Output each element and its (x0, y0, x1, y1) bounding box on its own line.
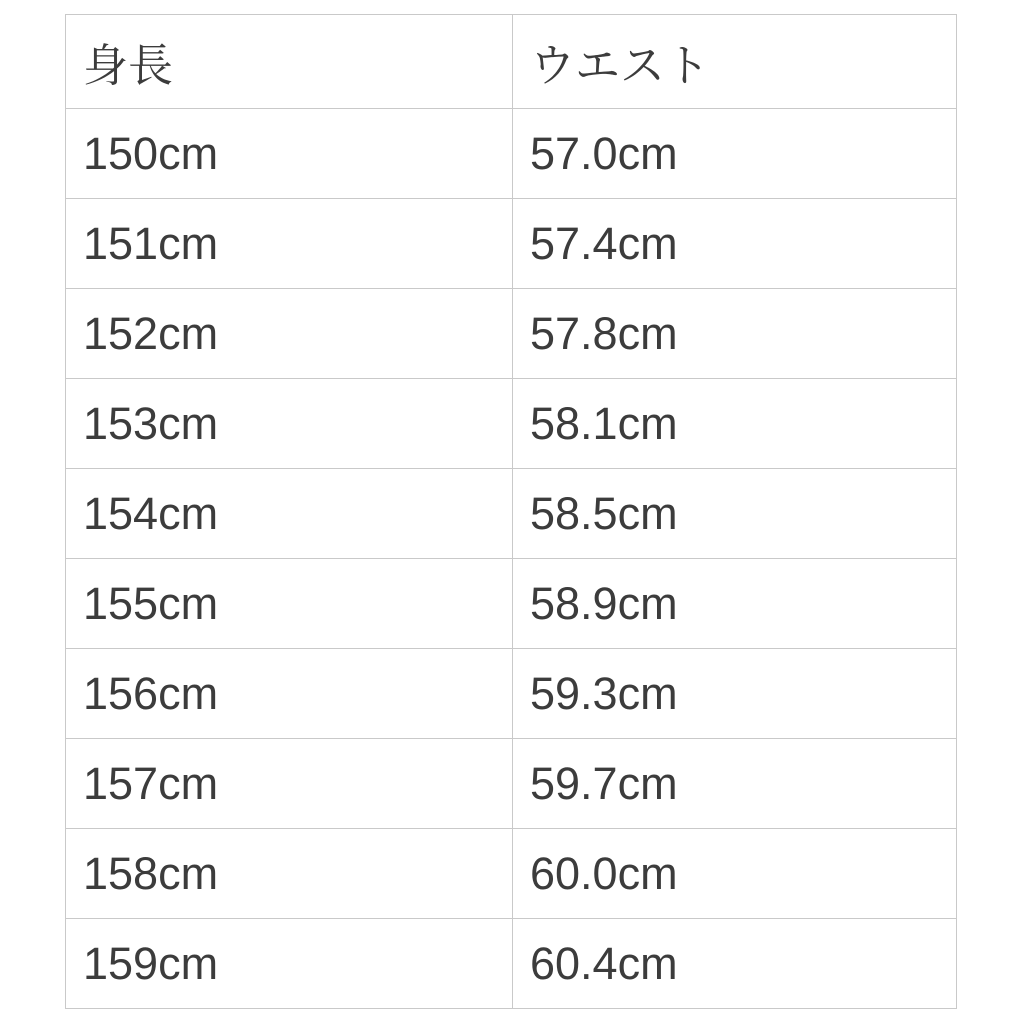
waist-cell: 58.5cm (513, 469, 957, 559)
table-row (66, 829, 957, 919)
waist-cell: 58.9cm (513, 559, 957, 649)
height-cell: 150cm (66, 109, 513, 199)
table-row (66, 469, 957, 559)
height-cell: 156cm (66, 649, 513, 739)
waist-cell: 59.7cm (513, 739, 957, 829)
table-row (66, 649, 957, 739)
table-row (66, 199, 957, 289)
waist-cell: 60.4cm (513, 919, 957, 1009)
size-chart-table (65, 14, 957, 1009)
waist-cell: 58.1cm (513, 379, 957, 469)
waist-cell: 57.4cm (513, 199, 957, 289)
height-cell: 155cm (66, 559, 513, 649)
column-header-height: 身長 (66, 15, 513, 109)
height-cell: 154cm (66, 469, 513, 559)
table-row (66, 739, 957, 829)
waist-cell: 57.8cm (513, 289, 957, 379)
height-cell: 151cm (66, 199, 513, 289)
height-cell: 159cm (66, 919, 513, 1009)
table-row (66, 559, 957, 649)
table-row (66, 109, 957, 199)
table-header-row (66, 15, 957, 109)
table-row (66, 289, 957, 379)
height-cell: 158cm (66, 829, 513, 919)
height-cell: 157cm (66, 739, 513, 829)
column-header-waist: ウエスト (513, 15, 957, 109)
table-row (66, 919, 957, 1009)
waist-cell: 57.0cm (513, 109, 957, 199)
height-cell: 153cm (66, 379, 513, 469)
table-row (66, 379, 957, 469)
waist-cell: 60.0cm (513, 829, 957, 919)
waist-cell: 59.3cm (513, 649, 957, 739)
height-cell: 152cm (66, 289, 513, 379)
